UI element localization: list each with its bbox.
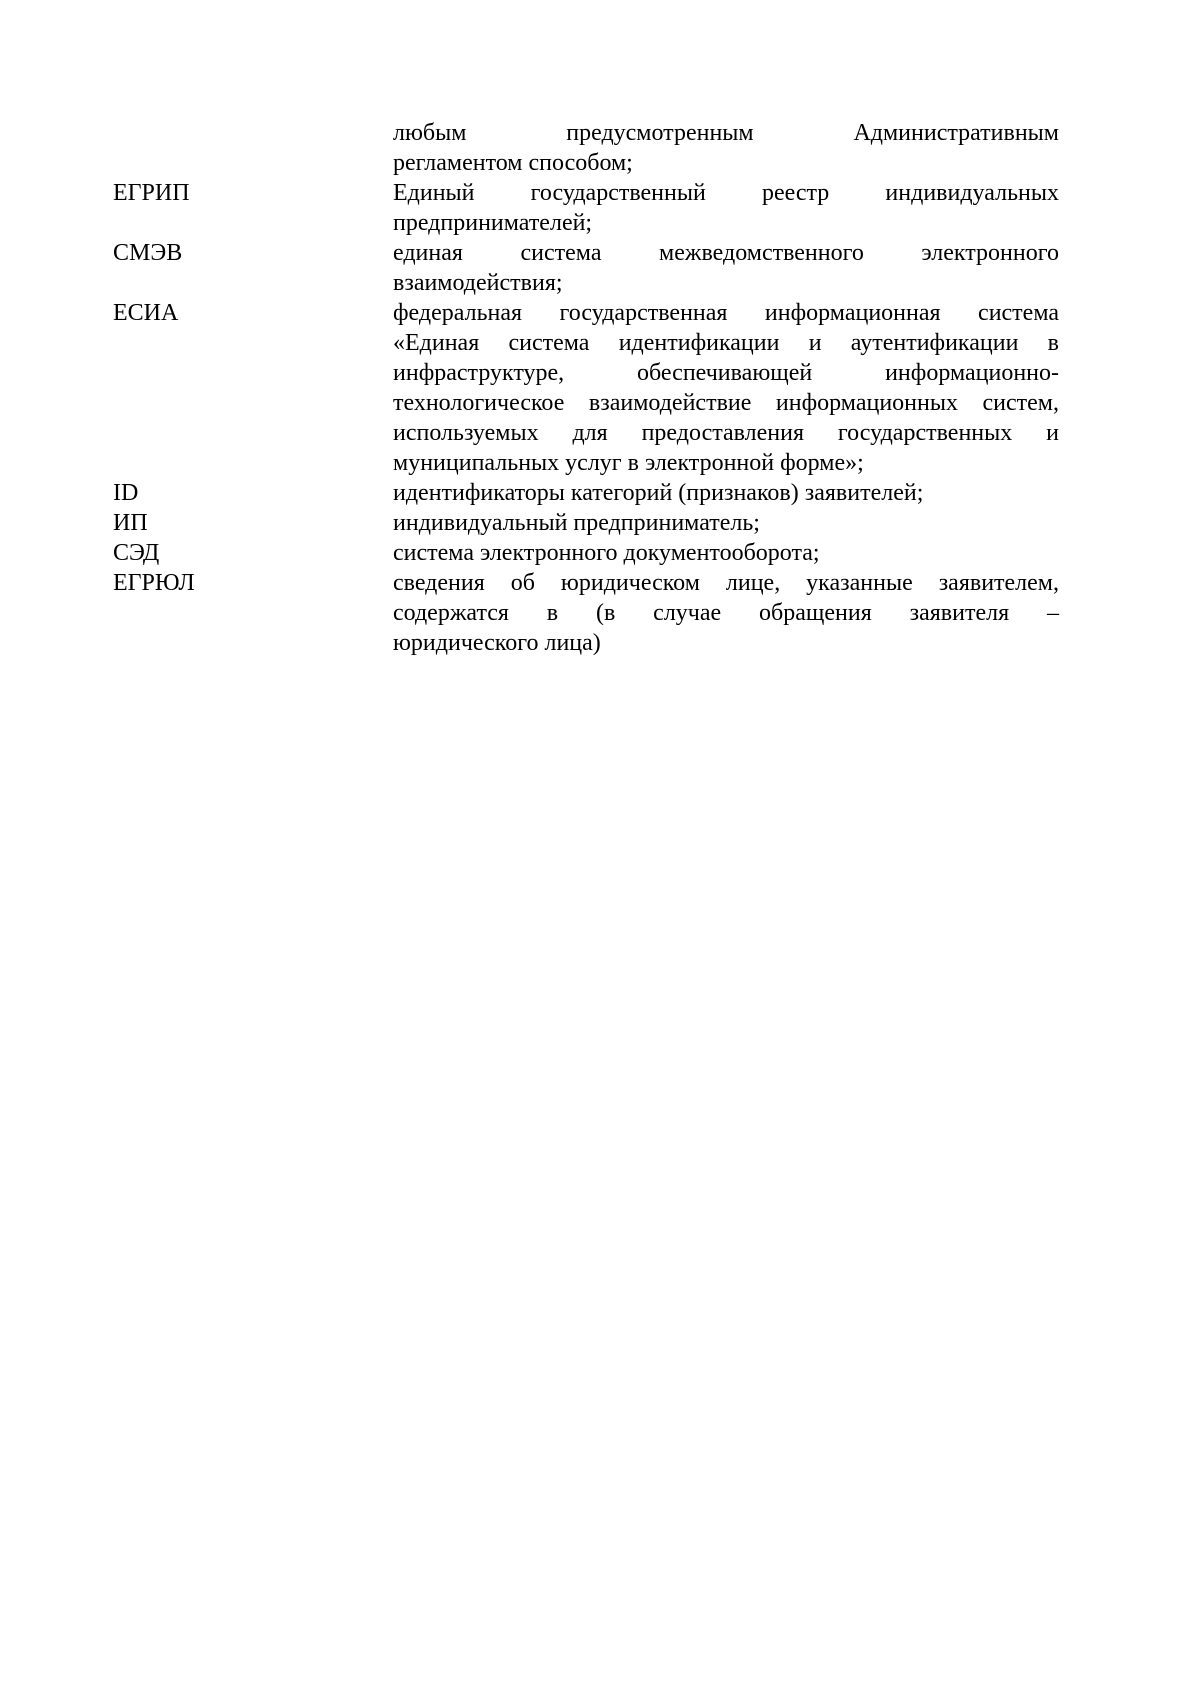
abbreviation-entry: [113, 478, 1059, 508]
definition-line: идентификаторы категорий (признаков) заявителей;: [393, 480, 924, 506]
definition-line: единая система межведомственного электронного: [393, 240, 1059, 266]
definition-line: предпринимателей;: [393, 210, 593, 236]
abbreviation-term: СЭД: [113, 540, 160, 566]
definition-line: Единый государственный реестр индивидуальных: [393, 180, 1059, 206]
abbreviation-entry: [113, 178, 1059, 238]
definition-line: сведения об юридическом лице, указанные заявителем,: [393, 570, 1059, 596]
abbreviation-entry: [113, 568, 1059, 658]
abbreviation-entry: [113, 538, 1059, 568]
abbreviation-entry: [113, 508, 1059, 538]
abbreviation-definition: [393, 178, 1059, 238]
definition-line: технологическое взаимодействие информационных систем,: [393, 390, 1059, 416]
abbreviation-list: [113, 118, 1059, 658]
definition-line: регламентом способом;: [393, 150, 633, 176]
abbreviation-term: ЕГРЮЛ: [113, 570, 195, 596]
definition-line: система электронного документооборота;: [393, 540, 820, 566]
definition-line: муниципальных услуг в электронной форме»;: [393, 450, 864, 476]
abbreviation-definition: [393, 238, 1059, 298]
abbreviation-term: ИП: [113, 510, 148, 536]
abbreviation-entry: [113, 298, 1059, 478]
definition-line: используемых для предоставления государственных и: [393, 420, 1059, 446]
definition-line: «Единая система идентификации и аутентификации в: [393, 330, 1059, 356]
abbreviation-entry: [113, 238, 1059, 298]
abbreviation-term: ЕГРИП: [113, 180, 190, 206]
abbreviation-definition: [393, 508, 1059, 538]
abbreviation-term: ЕСИА: [113, 300, 179, 326]
abbreviation-definition: [393, 298, 1059, 478]
abbreviation-definition: [393, 538, 1059, 568]
definition-line: индивидуальный предприниматель;: [393, 510, 760, 536]
definition-line: федеральная государственная информационная система: [393, 300, 1059, 326]
abbreviation-term: [113, 118, 393, 148]
abbreviation-entry: [113, 118, 1059, 178]
definition-line: юридического лица): [393, 630, 601, 656]
abbreviation-term: ID: [113, 480, 139, 506]
abbreviation-definition: [393, 478, 1059, 508]
definition-line: содержатся в (в случае обращения заявителя –: [393, 600, 1059, 626]
definition-line: инфраструктуре, обеспечивающей информационно-: [393, 360, 1059, 386]
abbreviation-definition: [393, 118, 1059, 178]
definition-line: любым предусмотренным Административным: [393, 120, 1059, 146]
abbreviation-term: СМЭВ: [113, 240, 183, 266]
definition-line: взаимодействия;: [393, 270, 563, 296]
abbreviation-definition: [393, 568, 1059, 658]
